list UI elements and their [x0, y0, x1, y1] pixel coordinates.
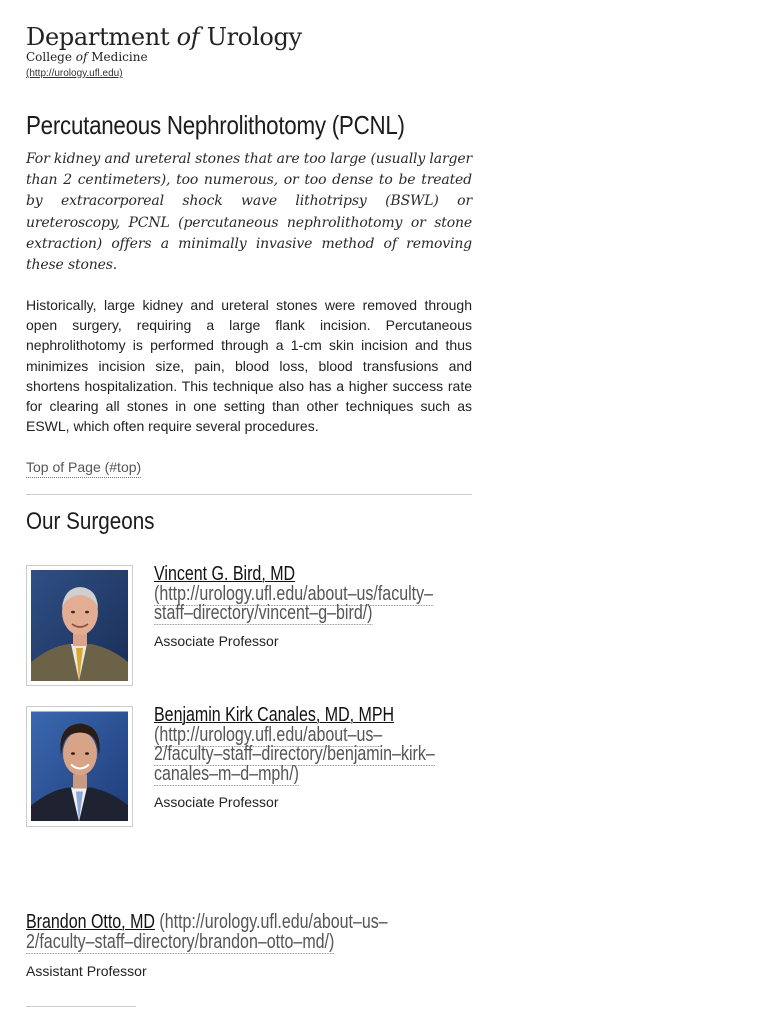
surgeon-photo-frame[interactable] — [26, 706, 133, 827]
college-subtitle — [26, 50, 148, 64]
surgeon-link-block — [154, 565, 474, 624]
surgeon-entry-bird — [154, 565, 472, 624]
surgeon-url-link[interactable]: (http://urology.ufl.edu/about–us– — [154, 911, 388, 933]
surgeon-entry-otto — [26, 913, 546, 952]
surgeon-entry-canales — [154, 706, 472, 784]
college-of: of — [75, 50, 88, 64]
surgeon-photo-bird[interactable] — [31, 570, 128, 681]
surgeon-url-link[interactable]: (http://urology.ufl.edu/about–us/faculty– — [154, 582, 433, 605]
home-link[interactable]: (http://urology.ufl.edu) — [26, 68, 123, 79]
body-paragraph: Historically, large kidney and ureteral stones were removed through open surgery, requiring a large flank incision. Percutaneous nephrolithotomy is performed through a 1-cm skin incision and thus minimizes incision size, pain, blood loss, blood transfusions and shortens hospitalization. This technique also has a higher success rate for clearing all stones in one setting than other techniques such as ESWL, which often require several procedures. — [26, 297, 472, 435]
page-title: Percutaneous Nephrolithotomy (PCNL) — [26, 110, 405, 140]
dept-title-pre: Department — [26, 23, 177, 51]
surgeon-name-link[interactable]: Brandon Otto, MD — [26, 911, 155, 933]
section-divider — [26, 494, 472, 495]
college-pre: College — [26, 50, 76, 64]
portrait-image — [31, 711, 128, 821]
surgeon-url-link[interactable]: staff–directory/vincent–g–bird/) — [154, 602, 373, 624]
surgeon-url-link[interactable]: 2/faculty–staff–directory/benjamin–kirk– — [154, 743, 435, 765]
surgeon-url-link[interactable]: canales–m–d–mph/) — [154, 762, 299, 785]
surgeons-heading: Our Surgeons — [26, 508, 155, 535]
dept-title-of: of — [176, 23, 200, 51]
dept-title-post: Urology — [199, 23, 302, 51]
college-post: Medicine — [87, 50, 148, 64]
surgeon-title: Associate Professor — [154, 633, 279, 649]
surgeon-url-link[interactable]: (http://urology.ufl.edu/about–us– — [154, 723, 383, 746]
surgeon-link-block — [154, 706, 474, 784]
surgeon-name-link[interactable]: Vincent G. Bird, MD — [154, 563, 296, 585]
surgeon-photo-frame[interactable] — [26, 565, 133, 686]
surgeon-name-link[interactable]: Benjamin Kirk Canales, MD, MPH — [154, 704, 395, 726]
top-of-page-link[interactable]: Top of Page (#top) — [26, 457, 141, 478]
portrait-image — [31, 570, 128, 681]
department-title[interactable] — [26, 21, 302, 53]
surgeon-title: Associate Professor — [154, 794, 279, 810]
surgeon-url-link[interactable]: 2/faculty–staff–directory/brandon–otto–md/) — [26, 930, 335, 953]
section-divider — [26, 1006, 136, 1007]
surgeon-link-block — [26, 913, 442, 952]
surgeon-title: Assistant Professor — [26, 963, 147, 979]
intro-paragraph: For kidney and ureteral stones that are too large (usually larger than 2 centimeters), too numerous, or too dense to be treated by extracorporeal shock wave lithotripsy (BSWL) or ureteroscopy, PCNL (percutaneous nephrolithotomy or stone extraction) offers a minimally invasive method of removing these stones. — [26, 151, 472, 274]
surgeon-photo-canales[interactable] — [31, 711, 128, 821]
